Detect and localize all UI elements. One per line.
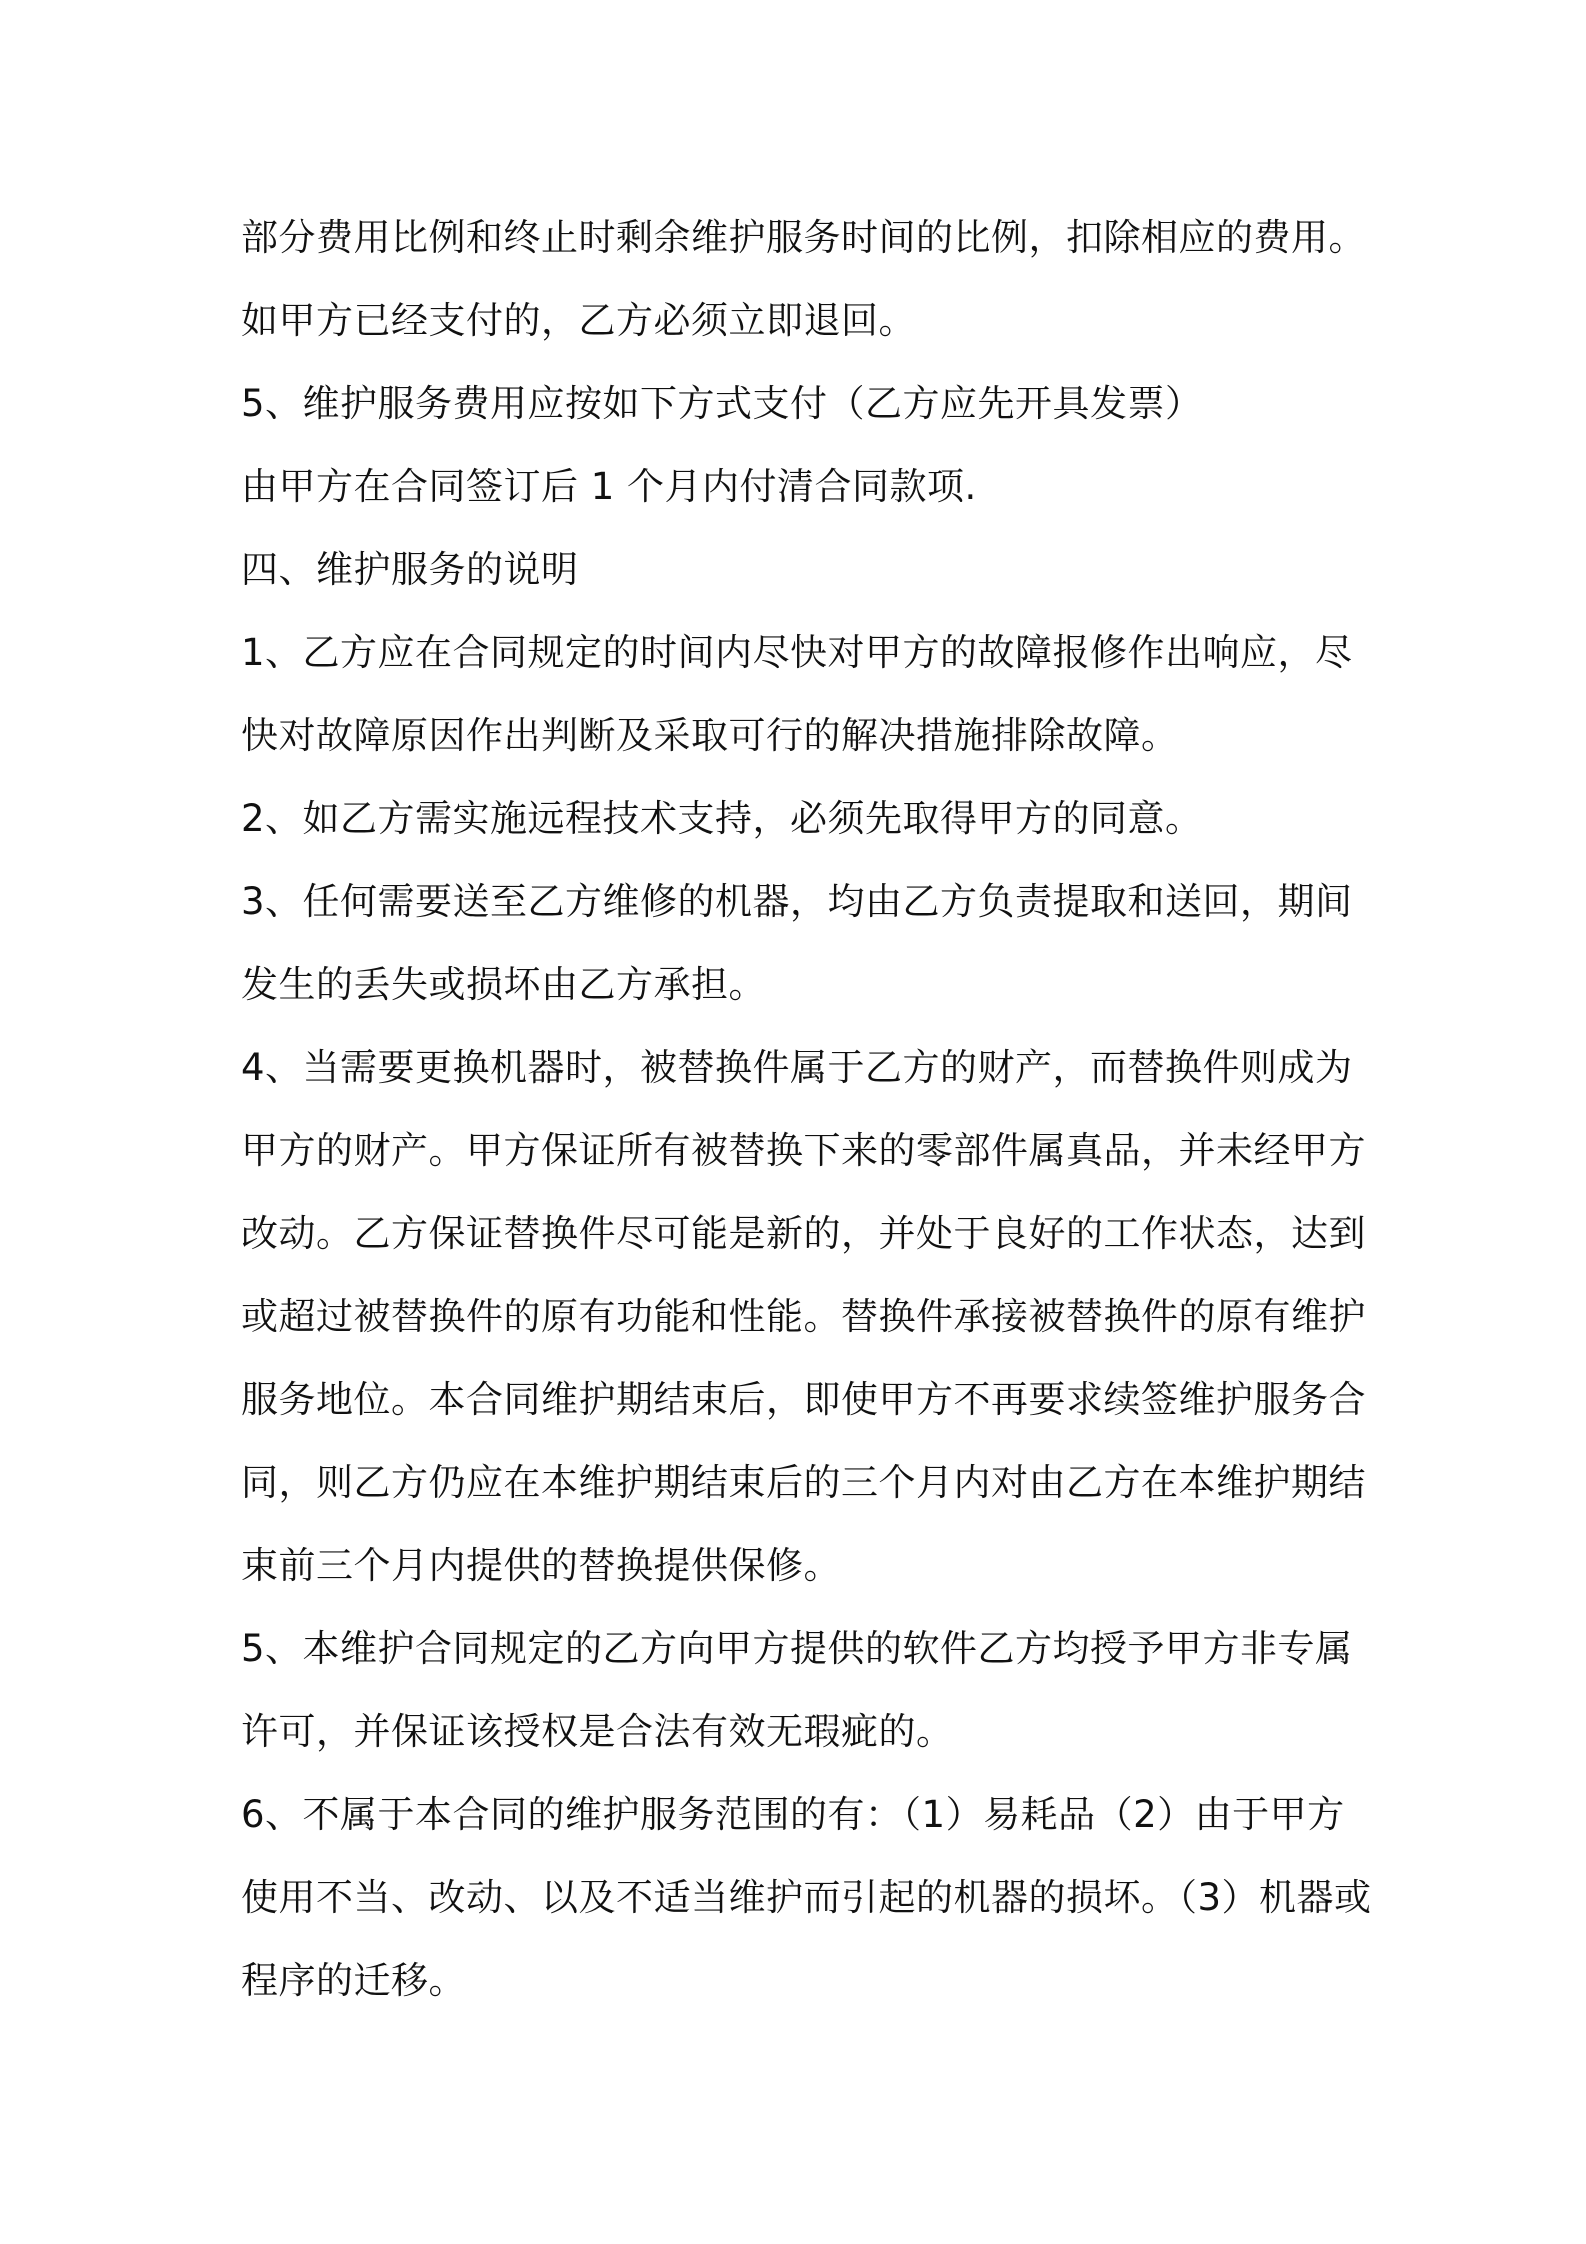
text-line: 使用不当、改动、以及不适当维护而引起的机器的损坏。（3）机器或	[241, 1876, 1372, 1919]
text-line: 快对故障原因作出判断及采取可行的解决措施排除故障。	[241, 714, 1179, 757]
text-line: 服务地位。本合同维护期结束后，即使甲方不再要求续签维护服务合	[241, 1378, 1366, 1421]
text-line: 3、任何需要送至乙方维修的机器，均由乙方负责提取和送回，期间	[241, 880, 1353, 923]
text-line: 发生的丢失或损坏由乙方承担。	[241, 963, 766, 1006]
text-line: 如甲方已经支付的，乙方必须立即退回。	[241, 299, 916, 342]
text-line: 部分费用比例和终止时剩余维护服务时间的比例，扣除相应的费用。	[241, 216, 1366, 259]
text-line: 甲方的财产。甲方保证所有被替换下来的零部件属真品，并未经甲方	[241, 1129, 1366, 1172]
text-line: 改动。乙方保证替换件尽可能是新的，并处于良好的工作状态，达到	[241, 1212, 1366, 1255]
text-line: 同，则乙方仍应在本维护期结束后的三个月内对由乙方在本维护期结	[241, 1461, 1366, 1504]
text-line: 5、本维护合同规定的乙方向甲方提供的软件乙方均授予甲方非专属	[241, 1627, 1353, 1670]
section-heading: 四、维护服务的说明	[241, 548, 579, 591]
document-body	[241, 196, 1372, 2022]
text-line: 2、如乙方需实施远程技术支持，必须先取得甲方的同意。	[241, 797, 1203, 840]
text-line: 束前三个月内提供的替换提供保修。	[241, 1544, 841, 1587]
text-line: 6、不属于本合同的维护服务范围的有：（1）易耗品（2）由于甲方	[241, 1793, 1345, 1836]
text-line: 4、当需要更换机器时，被替换件属于乙方的财产，而替换件则成为	[241, 1046, 1353, 1089]
text-line: 程序的迁移。	[241, 1959, 466, 2002]
text-line: 1、乙方应在合同规定的时间内尽快对甲方的故障报修作出响应，尽	[241, 631, 1353, 674]
text-line: 由甲方在合同签订后 1 个月内付清合同款项.	[241, 465, 977, 508]
text-line: 或超过被替换件的原有功能和性能。替换件承接被替换件的原有维护	[241, 1295, 1366, 1338]
text-line: 许可，并保证该授权是合法有效无瑕疵的。	[241, 1710, 954, 1753]
text-line: 5、维护服务费用应按如下方式支付（乙方应先开具发票）	[241, 382, 1203, 425]
